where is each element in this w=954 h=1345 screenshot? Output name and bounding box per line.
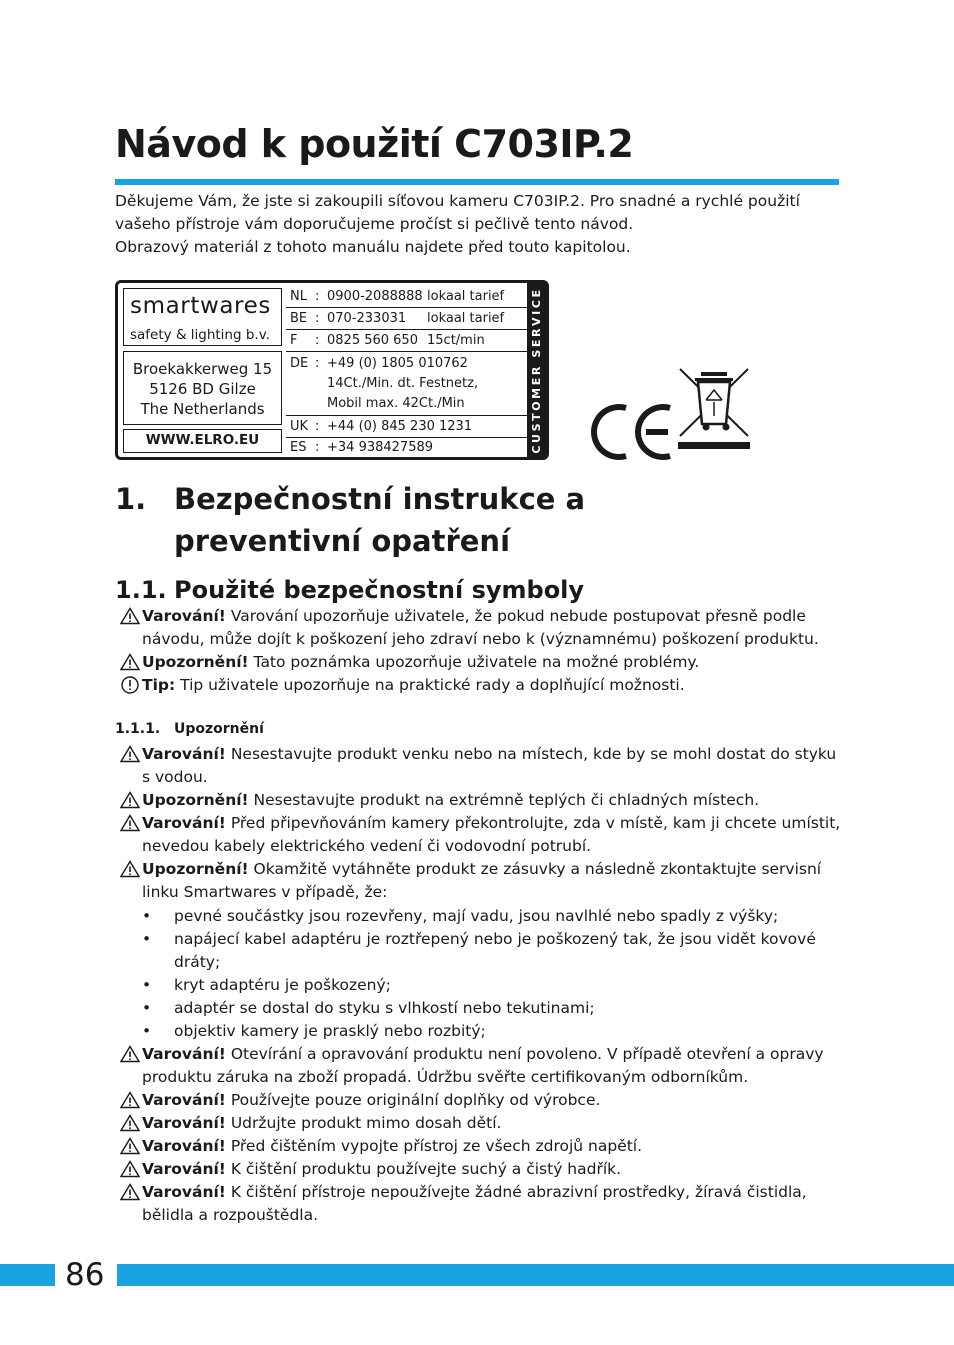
phone-row-f: F : 0825 560 650 15ct/min	[286, 330, 527, 352]
warning-icon	[120, 1137, 140, 1155]
address-line: Broekakkerweg 15	[132, 360, 273, 378]
list-item: • adaptér se dostal do styku s vlhkostí nebo tekutinami;	[142, 999, 595, 1017]
brand-subtitle: safety & lighting b.v.	[130, 327, 270, 343]
warning-icon	[120, 814, 140, 832]
warning-icon	[120, 653, 140, 671]
symbol-tip: Tip: Tip uživatele upozorňuje na praktické rady a doplňující možnosti.	[117, 674, 845, 697]
notice-item: Upozornění! Okamžitě vytáhněte produkt ze zásuvky a následně zkontaktujte servisní linku Smartwares v případě, že:	[117, 858, 845, 904]
notice-item: Varování! Nesestavujte produkt venku nebo na místech, kde by se mohl dostat do styku s vodou.	[117, 743, 845, 789]
page-title: Návod k použití C703IP.2	[115, 122, 634, 166]
notice-item: Varování! K čištění produktu používejte suchý a čistý hadřík.	[117, 1158, 845, 1181]
customer-service-band	[527, 283, 546, 458]
brand-box	[123, 288, 282, 346]
notice-item: Varování! Před připevňováním kamery překontrolujte, zda v místě, kam ji chcete umístit, nevedou kabely elektrického vedení či vodovodní potrubí.	[117, 812, 845, 858]
list-item: • objektiv kamery je prasklý nebo rozbitý;	[142, 1022, 486, 1040]
phone-row-de: DE : +49 (0) 1805 010762 14Ct./Min. dt. Festnetz, Mobil max. 42Ct./Min	[286, 352, 527, 416]
list-item: • pevné součástky jsou rozevřeny, mají vadu, jsou navlhlé nebo spadly z výšky;	[142, 907, 779, 925]
intro-paragraph: Děkujeme Vám, že jste si zakoupili síťovou kameru C703IP.2. Pro snadné a rychlé použití vašeho přístroje vám doporučujeme pročíst si pečlivě tento návod.	[115, 192, 800, 233]
warning-icon	[120, 791, 140, 809]
warning-icon	[120, 1114, 140, 1132]
phone-row-es: ES : +34 938427589	[290, 440, 434, 455]
phone-list	[286, 283, 527, 458]
notice-item: Upozornění! Nesestavujte produkt na extrémně teplých či chladných místech.	[117, 789, 845, 812]
notice-item: Varování! Před čištěním vypojte přístroj ze všech zdrojů napětí.	[117, 1135, 845, 1158]
notice-item: Varování! K čištění přístroje nepoužívejte žádné abrazivní prostředky, žíravá čistidla, bělidla a rozpouštědla.	[117, 1181, 845, 1227]
warning-icon	[120, 860, 140, 878]
customer-service-label: CUSTOMER SERVICE	[530, 287, 543, 454]
page-number-box	[55, 1255, 117, 1295]
warning-icon	[120, 1091, 140, 1109]
phone-row-nl: NL : 0900-2088888 lokaal tarief	[286, 286, 527, 308]
warning-icon	[120, 1045, 140, 1063]
list-item: • kryt adaptéru je poškozený;	[142, 976, 391, 994]
symbol-caution: Upozornění! Tato poznámka upozorňuje uživatele na možné problémy.	[117, 651, 845, 674]
list-item: • napájecí kabel adaptéru je roztřepený nebo je poškozený tak, že jsou vidět kovové dráty;	[142, 930, 816, 971]
ce-mark-icon	[590, 402, 680, 462]
website-box: WWW.ELRO.EU	[123, 429, 282, 453]
symbol-warning: Varování! Varování upozorňuje uživatele, že pokud nebude postupovat přesně podle návodu, může dojít k poškození jeho zdraví nebo k (významnému) poškození produktu.	[117, 605, 845, 651]
intro-text	[115, 190, 845, 259]
info-icon	[120, 676, 140, 694]
warning-icon	[120, 607, 140, 625]
warning-icon	[120, 745, 140, 763]
warning-icon	[120, 1183, 140, 1201]
service-info-card	[115, 280, 549, 460]
notice-item: Varování! Udržujte produkt mimo dosah dětí.	[117, 1112, 845, 1135]
address-box	[123, 351, 282, 425]
page-number: 86	[65, 1257, 105, 1293]
notice-item: Varování! Používejte pouze originální doplňky od výrobce.	[117, 1089, 845, 1112]
title-rule	[115, 179, 839, 185]
brand-name: smartwares	[130, 293, 271, 319]
footer-bar	[0, 1264, 954, 1286]
weee-bin-icon	[676, 366, 752, 452]
address-line: 5126 BD Gilze	[149, 380, 256, 398]
intro-paragraph: Obrazový materiál z tohoto manuálu najdete před touto kapitolou.	[115, 238, 631, 256]
notice-item: Varování! Otevírání a opravování produktu není povoleno. V případě otevření a opravy produktu záruka na zboží propadá. Údržbu svěřte certifikovaným odborníkům.	[117, 1043, 845, 1089]
address-line: The Netherlands	[140, 400, 265, 418]
phone-row-be: BE : 070-233031 lokaal tarief	[286, 308, 527, 330]
phone-row-uk: UK : +44 (0) 845 230 1231	[286, 416, 527, 438]
warning-icon	[120, 1160, 140, 1178]
